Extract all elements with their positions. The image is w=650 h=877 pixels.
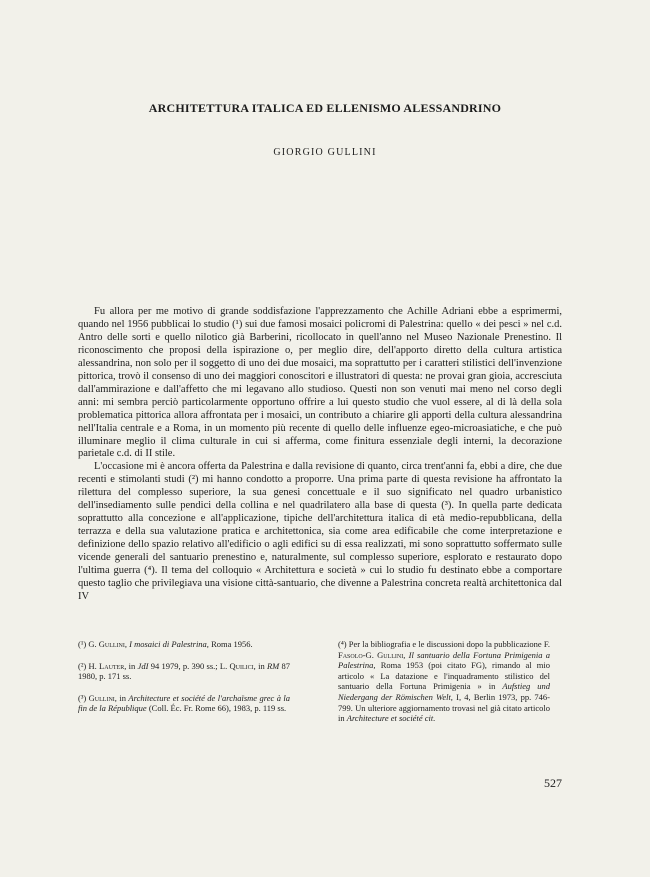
footnote-1-rest: Roma 1956. [211, 639, 253, 649]
footnote-2-in-1: in [128, 660, 136, 671]
footnote-4-number: (⁴) [338, 639, 347, 649]
footnote-4-title-2: Architecture et société cit. [346, 713, 436, 724]
footnote-2 [78, 661, 290, 682]
footnote-2-number: (²) [78, 660, 87, 671]
footnote-4-journal: Aufstieg und Niedergang der Römischen Welt, [338, 681, 550, 702]
footnote-2-journal-1: JdI [137, 660, 149, 671]
footnote-4-text-1: Per la bibliografia e le discussioni dopo la pubblicazione F. [348, 639, 551, 649]
footnote-1-number: (¹) [78, 639, 87, 649]
footnote-3 [78, 693, 290, 714]
footnote-4-text-2: Roma 1953 (poi citato FG), rimando al mio articolo « La datazione e l'inquadramento stilistico del santuario della Fortuna Primigenia » in [338, 660, 550, 692]
footnote-2-author-1: H. Lauter, [88, 660, 127, 671]
footnote-3-title: Architecture et société de l'archaïsme grec à la fin de la République [78, 692, 290, 714]
paragraph-2: L'occasione mi è ancora offerta da Palestrina e dalla revisione di quanto, circa trent'anni fa, ebbi a dire, che due recenti e stimolanti studi (²) mi hanno condotto a proporre. Una prima parte di questa revisione ha affrontato la rilettura del complesso superiore, la sua genesi concettuale e il suo significato nel quadro urbanistico dell'insediamento sulle pendici della collina e nel quadrilatero alla base di questa (³). In quella parte dedicata soprattutto alla concezione e all'applicazione, tipiche dell'architettura italica di età medio-repubblicana, della terrazza e della sua valutazione pratica e architettonica, sia come area edificabile che come interpretazione e definizione dello spazio relativo all'edificio o agli edifici su di essa realizzati, mi sono soprattutto soffermato sulle vicende generali del santuario prenestino e, naturalmente, sul complesso superiore, esplorato e restaurato dopo l'ultima guerra (⁴). Il tema del colloquio « Architettura e società » cui lo studio fu destinato ebbe a comportare questo taglio che privilegiava una visione città-santuario, che divenne a Palestrina concreta realtà architettonica dal IV [78, 461, 562, 602]
article-title: ARCHITETTURA ITALICA ED ELLENISMO ALESSANDRINO [148, 101, 502, 115]
footnote-1 [78, 639, 290, 650]
footnote-2-journal-2: RM [266, 660, 280, 671]
paragraph-1: Fu allora per me motivo di grande soddisfazione l'apprezzamento che Achille Adriani ebbe a esprimermi, quando nel 1956 pubblicai lo studio (¹) sui due famosi mosaici policromi di Palestrina: quello « dei pesci » nel c.d. Antro delle sorti e quello nilotico già Barberini, ricollocato in quell'anno nel Museo Nazionale Prenestino. Il riconoscimento che proposi della ispirazione o, per meglio dire, dell'apporto diretto della cultura artistica alessandrina, non solo per il soggetto di uno dei due mosaici, ma soprattutto per i caratteri stilistici dell'invenzione pittorica, trovò il consenso di uno dei maggiori conoscitori e illustratori di questa: ne provai gran gioia, accresciuta dall'ammirazione e dall'affetto che mi legavano allo studioso. Questi non son venuti mai meno nel corso degli anni: mi sembra perciò particolarmente opportuno offrire a lui questo studio che vuol essere, al di là della sola problematica pittorica allora affrontata per i mosaici, un contributo a chiarire gli apporti della cultura alessandrina nell'Italia centrale e a Roma, in un momento più recente di quello delle influenze egeo-microasiatiche, e che può illuminare meglio il clima culturale in cui si afferma, come finitura essenziale degli interni, la decorazione parietale c.d. di II stile. [78, 306, 562, 460]
footnote-4-authors: Fasolo-G. Gullini, [338, 649, 406, 660]
footnote-3-author: Gullini, [88, 692, 117, 703]
footnote-3-rest: (Coll. Éc. Fr. Rome 66), 1983, p. 119 ss. [148, 703, 287, 714]
body-text [78, 306, 562, 604]
footnote-4-text-3: I, 4, Berlin 1973, pp. 746-799. Un ulteriore aggiornamento trovasi nel già citato articolo in [338, 691, 550, 724]
footnote-3-number: (³) [78, 692, 87, 703]
footnote-2-in-2: in [258, 660, 265, 671]
footnote-1-title: I mosaici di Palestrina, [129, 639, 209, 649]
page-number: 527 [544, 776, 562, 790]
footnote-3-in: in [119, 692, 126, 703]
footnotes-right-column [338, 639, 550, 735]
article-author: GIORGIO GULLINI [273, 147, 377, 158]
footnote-2-author-2: Quilici, [229, 660, 256, 671]
footnote-1-author: G. Gullini, [88, 639, 127, 649]
footnote-4-title: Il santuario della Fortuna Primigenia a Palestrina, [338, 649, 551, 671]
footnote-2-rest-1: 94 1979, p. 390 ss.; L. [150, 660, 228, 671]
footnote-4 [338, 639, 550, 724]
footnote-2-rest-2: 87 1980, p. 171 ss. [78, 660, 291, 682]
footnotes-left-column [78, 639, 290, 725]
